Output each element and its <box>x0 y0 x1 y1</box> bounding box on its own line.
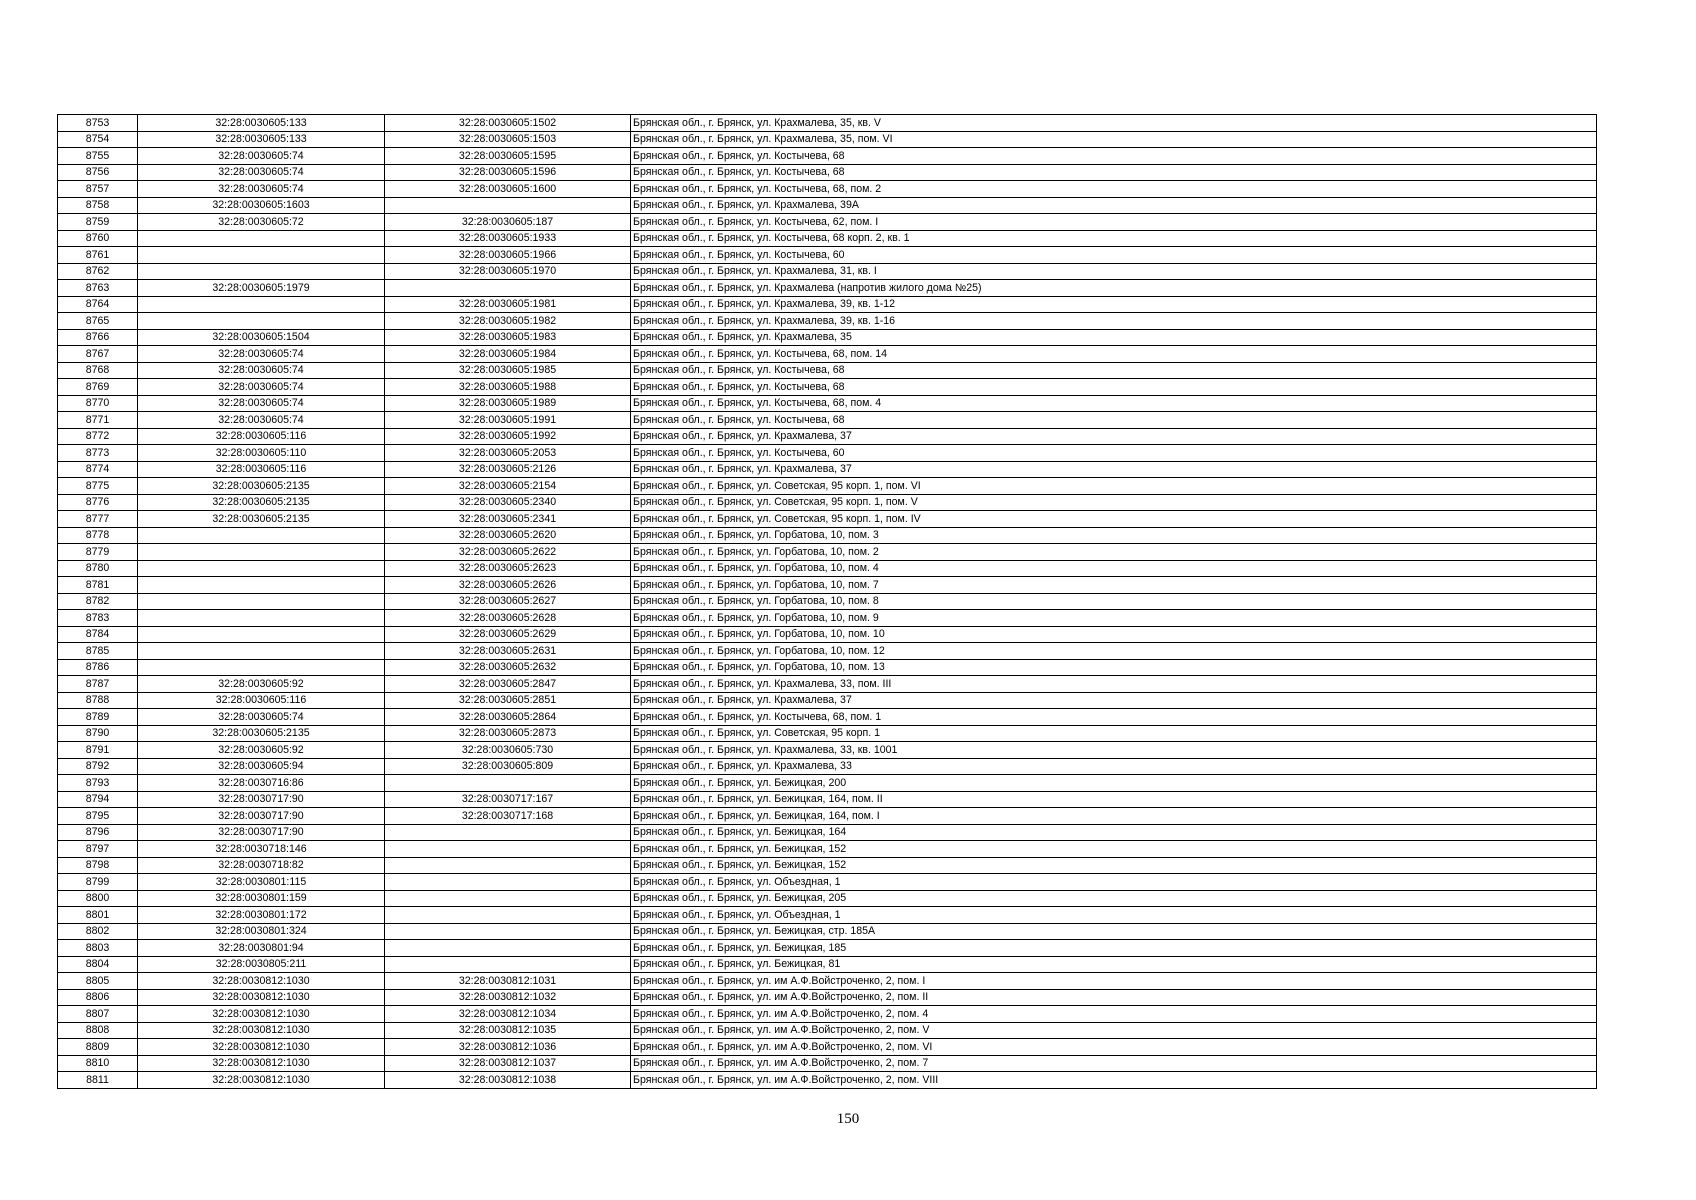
table-row <box>58 461 1597 478</box>
address-cell: Брянская обл., г. Брянск, ул. Костычева, 68, пом. 4 <box>631 395 1597 412</box>
cadastral-number-cell: 32:28:0030605:2341 <box>385 511 631 528</box>
row-number-cell: 8768 <box>58 362 138 379</box>
table-row <box>58 362 1597 379</box>
parent-cadastral-cell: 32:28:0030801:115 <box>138 874 385 891</box>
parent-cadastral-cell <box>138 544 385 561</box>
row-number-cell: 8759 <box>58 214 138 231</box>
table-row <box>58 115 1597 132</box>
address-cell: Брянская обл., г. Брянск, ул. Костычева, 68 <box>631 379 1597 396</box>
cadastral-number-cell: 32:28:0030605:1970 <box>385 263 631 280</box>
row-number-cell: 8788 <box>58 692 138 709</box>
parent-cadastral-cell: 32:28:0030717:90 <box>138 791 385 808</box>
row-number-cell: 8772 <box>58 428 138 445</box>
table-row <box>58 940 1597 957</box>
cadastral-number-cell: 32:28:0030605:2053 <box>385 445 631 462</box>
parent-cadastral-cell: 32:28:0030605:2135 <box>138 478 385 495</box>
row-number-cell: 8762 <box>58 263 138 280</box>
row-number-cell: 8789 <box>58 709 138 726</box>
address-cell: Брянская обл., г. Брянск, ул. Бежицкая, 200 <box>631 775 1597 792</box>
row-number-cell: 8777 <box>58 511 138 528</box>
address-cell: Брянская обл., г. Брянск, ул. Крахмалева, 39, кв. 1-16 <box>631 313 1597 330</box>
cadastral-number-cell: 32:28:0030812:1034 <box>385 1006 631 1023</box>
address-cell: Брянская обл., г. Брянск, ул. Крахмалева, 37 <box>631 461 1597 478</box>
cadastral-number-cell: 32:28:0030605:1989 <box>385 395 631 412</box>
address-cell: Брянская обл., г. Брянск, ул. Костычева, 60 <box>631 445 1597 462</box>
address-cell: Брянская обл., г. Брянск, ул. Крахмалева, 33, кв. 1001 <box>631 742 1597 759</box>
table-row <box>58 676 1597 693</box>
cadastral-number-cell: 32:28:0030812:1031 <box>385 973 631 990</box>
cadastral-number-cell: 32:28:0030717:167 <box>385 791 631 808</box>
parent-cadastral-cell: 32:28:0030801:324 <box>138 923 385 940</box>
row-number-cell: 8786 <box>58 659 138 676</box>
row-number-cell: 8776 <box>58 494 138 511</box>
cadastral-number-cell: 32:28:0030605:2340 <box>385 494 631 511</box>
table-row <box>58 857 1597 874</box>
row-number-cell: 8797 <box>58 841 138 858</box>
parent-cadastral-cell <box>138 560 385 577</box>
table-row <box>58 263 1597 280</box>
row-number-cell: 8763 <box>58 280 138 297</box>
address-cell: Брянская обл., г. Брянск, ул. Крахмалева, 37 <box>631 692 1597 709</box>
address-cell: Брянская обл., г. Брянск, ул. Крахмалева, 31, кв. I <box>631 263 1597 280</box>
row-number-cell: 8809 <box>58 1039 138 1056</box>
row-number-cell: 8811 <box>58 1072 138 1089</box>
address-cell: Брянская обл., г. Брянск, ул. Советская, 95 корп. 1, пом. IV <box>631 511 1597 528</box>
address-cell: Брянская обл., г. Брянск, ул. Крахмалева, 39А <box>631 197 1597 214</box>
parent-cadastral-cell <box>138 593 385 610</box>
cadastral-number-cell <box>385 824 631 841</box>
table-row <box>58 610 1597 627</box>
row-number-cell: 8754 <box>58 131 138 148</box>
table-row <box>58 626 1597 643</box>
table-row <box>58 956 1597 973</box>
cadastral-number-cell <box>385 923 631 940</box>
parent-cadastral-cell: 32:28:0030605:133 <box>138 115 385 132</box>
cadastral-number-cell: 32:28:0030605:730 <box>385 742 631 759</box>
address-cell: Брянская обл., г. Брянск, ул. Бежицкая, 164 <box>631 824 1597 841</box>
cadastral-number-cell: 32:28:0030605:2623 <box>385 560 631 577</box>
parent-cadastral-cell: 32:28:0030605:2135 <box>138 725 385 742</box>
cadastral-number-cell: 32:28:0030605:2632 <box>385 659 631 676</box>
row-number-cell: 8770 <box>58 395 138 412</box>
cadastral-number-cell: 32:28:0030605:1966 <box>385 247 631 264</box>
cadastral-number-cell: 32:28:0030812:1035 <box>385 1022 631 1039</box>
parent-cadastral-cell: 32:28:0030605:74 <box>138 412 385 429</box>
address-cell: Брянская обл., г. Брянск, ул. Бежицкая, 152 <box>631 857 1597 874</box>
address-cell: Брянская обл., г. Брянск, ул. Горбатова, 10, пом. 2 <box>631 544 1597 561</box>
row-number-cell: 8782 <box>58 593 138 610</box>
parent-cadastral-cell: 32:28:0030718:146 <box>138 841 385 858</box>
table-row <box>58 247 1597 264</box>
cadastral-number-cell <box>385 874 631 891</box>
row-number-cell: 8753 <box>58 115 138 132</box>
parent-cadastral-cell: 32:28:0030605:2135 <box>138 511 385 528</box>
parent-cadastral-cell: 32:28:0030605:94 <box>138 758 385 775</box>
row-number-cell: 8771 <box>58 412 138 429</box>
parent-cadastral-cell: 32:28:0030812:1030 <box>138 1022 385 1039</box>
address-cell: Брянская обл., г. Брянск, ул. Объездная, 1 <box>631 874 1597 891</box>
cadastral-number-cell <box>385 890 631 907</box>
table-row <box>58 659 1597 676</box>
row-number-cell: 8793 <box>58 775 138 792</box>
parent-cadastral-cell <box>138 577 385 594</box>
cadastral-number-cell: 32:28:0030605:1982 <box>385 313 631 330</box>
parent-cadastral-cell <box>138 659 385 676</box>
address-cell: Брянская обл., г. Брянск, ул. Горбатова, 10, пом. 13 <box>631 659 1597 676</box>
row-number-cell: 8785 <box>58 643 138 660</box>
table-row <box>58 923 1597 940</box>
cadastral-number-cell: 32:28:0030605:187 <box>385 214 631 231</box>
table-row <box>58 511 1597 528</box>
table-row <box>58 428 1597 445</box>
row-number-cell: 8757 <box>58 181 138 198</box>
cadastral-number-cell: 32:28:0030812:1032 <box>385 989 631 1006</box>
parent-cadastral-cell: 32:28:0030605:110 <box>138 445 385 462</box>
parent-cadastral-cell <box>138 527 385 544</box>
registry-table-body <box>58 115 1597 1089</box>
table-row <box>58 346 1597 363</box>
page-number: 150 <box>836 1111 860 1127</box>
cadastral-number-cell: 32:28:0030812:1036 <box>385 1039 631 1056</box>
row-number-cell: 8783 <box>58 610 138 627</box>
cadastral-number-cell: 32:28:0030605:2126 <box>385 461 631 478</box>
cadastral-number-cell: 32:28:0030605:2851 <box>385 692 631 709</box>
cadastral-number-cell: 32:28:0030605:2154 <box>385 478 631 495</box>
address-cell: Брянская обл., г. Брянск, ул. Бежицкая, 205 <box>631 890 1597 907</box>
cadastral-number-cell <box>385 907 631 924</box>
address-cell: Брянская обл., г. Брянск, ул. Крахмалева, 33, пом. III <box>631 676 1597 693</box>
address-cell: Брянская обл., г. Брянск, ул. Костычева, 62, пом. I <box>631 214 1597 231</box>
parent-cadastral-cell: 32:28:0030801:94 <box>138 940 385 957</box>
table-row <box>58 296 1597 313</box>
parent-cadastral-cell: 32:28:0030605:133 <box>138 131 385 148</box>
address-cell: Брянская обл., г. Брянск, ул. Костычева, 60 <box>631 247 1597 264</box>
table-row <box>58 775 1597 792</box>
row-number-cell: 8807 <box>58 1006 138 1023</box>
row-number-cell: 8778 <box>58 527 138 544</box>
table-row <box>58 907 1597 924</box>
address-cell: Брянская обл., г. Брянск, ул. Костычева, 68 <box>631 164 1597 181</box>
parent-cadastral-cell: 32:28:0030812:1030 <box>138 1039 385 1056</box>
address-cell: Брянская обл., г. Брянск, ул. Крахмалева, 39, кв. 1-12 <box>631 296 1597 313</box>
parent-cadastral-cell: 32:28:0030605:74 <box>138 709 385 726</box>
row-number-cell: 8787 <box>58 676 138 693</box>
address-cell: Брянская обл., г. Брянск, ул. Бежицкая, стр. 185А <box>631 923 1597 940</box>
parent-cadastral-cell: 32:28:0030605:74 <box>138 164 385 181</box>
address-cell: Брянская обл., г. Брянск, ул. им А.Ф.Войстроченко, 2, пом. 4 <box>631 1006 1597 1023</box>
cadastral-number-cell <box>385 280 631 297</box>
address-cell: Брянская обл., г. Брянск, ул. Горбатова, 10, пом. 10 <box>631 626 1597 643</box>
parent-cadastral-cell: 32:28:0030718:82 <box>138 857 385 874</box>
parent-cadastral-cell <box>138 643 385 660</box>
row-number-cell: 8758 <box>58 197 138 214</box>
parent-cadastral-cell <box>138 263 385 280</box>
address-cell: Брянская обл., г. Брянск, ул. им А.Ф.Войстроченко, 2, пом. V <box>631 1022 1597 1039</box>
cadastral-number-cell: 32:28:0030605:2628 <box>385 610 631 627</box>
table-row <box>58 742 1597 759</box>
row-number-cell: 8795 <box>58 808 138 825</box>
parent-cadastral-cell: 32:28:0030716:86 <box>138 775 385 792</box>
table-row <box>58 643 1597 660</box>
table-row <box>58 544 1597 561</box>
row-number-cell: 8760 <box>58 230 138 247</box>
table-row <box>58 181 1597 198</box>
parent-cadastral-cell: 32:28:0030605:92 <box>138 676 385 693</box>
address-cell: Брянская обл., г. Брянск, ул. Костычева, 68 корп. 2, кв. 1 <box>631 230 1597 247</box>
parent-cadastral-cell: 32:28:0030605:74 <box>138 395 385 412</box>
address-cell: Брянская обл., г. Брянск, ул. Бежицкая, 152 <box>631 841 1597 858</box>
parent-cadastral-cell: 32:28:0030717:90 <box>138 808 385 825</box>
cadastral-number-cell: 32:28:0030605:2622 <box>385 544 631 561</box>
address-cell: Брянская обл., г. Брянск, ул. Горбатова, 10, пом. 8 <box>631 593 1597 610</box>
table-row <box>58 214 1597 231</box>
cadastral-number-cell: 32:28:0030605:1981 <box>385 296 631 313</box>
address-cell: Брянская обл., г. Брянск, ул. Крахмалева, 35, пом. VI <box>631 131 1597 148</box>
table-row <box>58 164 1597 181</box>
table-row <box>58 527 1597 544</box>
row-number-cell: 8775 <box>58 478 138 495</box>
address-cell: Брянская обл., г. Брянск, ул. Костычева, 68, пом. 14 <box>631 346 1597 363</box>
parent-cadastral-cell: 32:28:0030605:1979 <box>138 280 385 297</box>
table-row <box>58 725 1597 742</box>
parent-cadastral-cell: 32:28:0030605:74 <box>138 379 385 396</box>
table-row <box>58 560 1597 577</box>
cadastral-number-cell: 32:28:0030605:2629 <box>385 626 631 643</box>
address-cell: Брянская обл., г. Брянск, ул. Костычева, 68 <box>631 412 1597 429</box>
row-number-cell: 8781 <box>58 577 138 594</box>
row-number-cell: 8765 <box>58 313 138 330</box>
cadastral-number-cell: 32:28:0030605:1600 <box>385 181 631 198</box>
address-cell: Брянская обл., г. Брянск, ул. им А.Ф.Войстроченко, 2, пом. VIII <box>631 1072 1597 1089</box>
address-cell: Брянская обл., г. Брянск, ул. Костычева, 68 <box>631 362 1597 379</box>
parent-cadastral-cell: 32:28:0030605:72 <box>138 214 385 231</box>
cadastral-number-cell: 32:28:0030812:1037 <box>385 1055 631 1072</box>
cadastral-number-cell: 32:28:0030605:1984 <box>385 346 631 363</box>
row-number-cell: 8803 <box>58 940 138 957</box>
cadastral-number-cell: 32:28:0030717:168 <box>385 808 631 825</box>
row-number-cell: 8773 <box>58 445 138 462</box>
cadastral-number-cell: 32:28:0030605:1933 <box>385 230 631 247</box>
address-cell: Брянская обл., г. Брянск, ул. Костычева, 68, пом. 1 <box>631 709 1597 726</box>
cadastral-number-cell: 32:28:0030605:1596 <box>385 164 631 181</box>
row-number-cell: 8790 <box>58 725 138 742</box>
parent-cadastral-cell: 32:28:0030812:1030 <box>138 1006 385 1023</box>
address-cell: Брянская обл., г. Брянск, ул. Крахмалева, 37 <box>631 428 1597 445</box>
row-number-cell: 8769 <box>58 379 138 396</box>
row-number-cell: 8804 <box>58 956 138 973</box>
table-row <box>58 841 1597 858</box>
parent-cadastral-cell <box>138 313 385 330</box>
table-row <box>58 1039 1597 1056</box>
address-cell: Брянская обл., г. Брянск, ул. Советская, 95 корп. 1, пом. VI <box>631 478 1597 495</box>
cadastral-number-cell <box>385 197 631 214</box>
parent-cadastral-cell <box>138 296 385 313</box>
row-number-cell: 8808 <box>58 1022 138 1039</box>
row-number-cell: 8756 <box>58 164 138 181</box>
cadastral-number-cell <box>385 841 631 858</box>
cadastral-number-cell: 32:28:0030812:1038 <box>385 1072 631 1089</box>
table-row <box>58 1006 1597 1023</box>
table-row <box>58 1055 1597 1072</box>
row-number-cell: 8791 <box>58 742 138 759</box>
row-number-cell: 8792 <box>58 758 138 775</box>
row-number-cell: 8767 <box>58 346 138 363</box>
cadastral-number-cell: 32:28:0030605:1595 <box>385 148 631 165</box>
row-number-cell: 8802 <box>58 923 138 940</box>
cadastral-number-cell: 32:28:0030605:809 <box>385 758 631 775</box>
row-number-cell: 8800 <box>58 890 138 907</box>
table-row <box>58 478 1597 495</box>
table-row <box>58 808 1597 825</box>
parent-cadastral-cell: 32:28:0030605:74 <box>138 362 385 379</box>
table-row <box>58 709 1597 726</box>
parent-cadastral-cell: 32:28:0030805:211 <box>138 956 385 973</box>
address-cell: Брянская обл., г. Брянск, ул. Бежицкая, 164, пом. II <box>631 791 1597 808</box>
address-cell: Брянская обл., г. Брянск, ул. Советская, 95 корп. 1, пом. V <box>631 494 1597 511</box>
cadastral-number-cell: 32:28:0030605:2873 <box>385 725 631 742</box>
table-row <box>58 280 1597 297</box>
cadastral-number-cell: 32:28:0030605:1988 <box>385 379 631 396</box>
cadastral-number-cell: 32:28:0030605:1985 <box>385 362 631 379</box>
table-row <box>58 412 1597 429</box>
parent-cadastral-cell: 32:28:0030812:1030 <box>138 1072 385 1089</box>
cadastral-number-cell: 32:28:0030605:2626 <box>385 577 631 594</box>
row-number-cell: 8755 <box>58 148 138 165</box>
cadastral-number-cell: 32:28:0030605:1503 <box>385 131 631 148</box>
parent-cadastral-cell: 32:28:0030605:74 <box>138 346 385 363</box>
row-number-cell: 8806 <box>58 989 138 1006</box>
address-cell: Брянская обл., г. Брянск, ул. Горбатова, 10, пом. 4 <box>631 560 1597 577</box>
address-cell: Брянская обл., г. Брянск, ул. Костычева, 68, пом. 2 <box>631 181 1597 198</box>
cadastral-number-cell: 32:28:0030605:2631 <box>385 643 631 660</box>
table-row <box>58 989 1597 1006</box>
cadastral-number-cell <box>385 857 631 874</box>
row-number-cell: 8780 <box>58 560 138 577</box>
table-row <box>58 379 1597 396</box>
parent-cadastral-cell <box>138 626 385 643</box>
cadastral-number-cell: 32:28:0030605:2627 <box>385 593 631 610</box>
row-number-cell: 8779 <box>58 544 138 561</box>
row-number-cell: 8801 <box>58 907 138 924</box>
row-number-cell: 8784 <box>58 626 138 643</box>
cadastral-number-cell <box>385 940 631 957</box>
table-row <box>58 791 1597 808</box>
row-number-cell: 8761 <box>58 247 138 264</box>
cadastral-number-cell: 32:28:0030605:1992 <box>385 428 631 445</box>
table-row <box>58 593 1597 610</box>
address-cell: Брянская обл., г. Брянск, ул. Крахмалева, 33 <box>631 758 1597 775</box>
address-cell: Брянская обл., г. Брянск, ул. Бежицкая, 164, пом. I <box>631 808 1597 825</box>
parent-cadastral-cell <box>138 247 385 264</box>
parent-cadastral-cell: 32:28:0030605:74 <box>138 148 385 165</box>
parent-cadastral-cell <box>138 610 385 627</box>
row-number-cell: 8796 <box>58 824 138 841</box>
table-row <box>58 445 1597 462</box>
table-row <box>58 758 1597 775</box>
row-number-cell: 8798 <box>58 857 138 874</box>
cadastral-number-cell <box>385 956 631 973</box>
cadastral-number-cell: 32:28:0030605:2620 <box>385 527 631 544</box>
parent-cadastral-cell: 32:28:0030605:92 <box>138 742 385 759</box>
parent-cadastral-cell: 32:28:0030605:116 <box>138 692 385 709</box>
row-number-cell: 8794 <box>58 791 138 808</box>
cadastral-number-cell: 32:28:0030605:2864 <box>385 709 631 726</box>
address-cell: Брянская обл., г. Брянск, ул. Горбатова, 10, пом. 12 <box>631 643 1597 660</box>
address-cell: Брянская обл., г. Брянск, ул. Объездная, 1 <box>631 907 1597 924</box>
table-row <box>58 230 1597 247</box>
address-cell: Брянская обл., г. Брянск, ул. Советская, 95 корп. 1 <box>631 725 1597 742</box>
table-row <box>58 313 1597 330</box>
row-number-cell: 8805 <box>58 973 138 990</box>
address-cell: Брянская обл., г. Брянск, ул. Крахмалева, 35, кв. V <box>631 115 1597 132</box>
address-cell: Брянская обл., г. Брянск, ул. им А.Ф.Войстроченко, 2, пом. II <box>631 989 1597 1006</box>
address-cell: Брянская обл., г. Брянск, ул. Бежицкая, 81 <box>631 956 1597 973</box>
cadastral-number-cell: 32:28:0030605:1502 <box>385 115 631 132</box>
address-cell: Брянская обл., г. Брянск, ул. Крахмалева, 35 <box>631 329 1597 346</box>
address-cell: Брянская обл., г. Брянск, ул. им А.Ф.Войстроченко, 2, пом. 7 <box>631 1055 1597 1072</box>
cadastral-number-cell: 32:28:0030605:2847 <box>385 676 631 693</box>
parent-cadastral-cell: 32:28:0030605:74 <box>138 181 385 198</box>
address-cell: Брянская обл., г. Брянск, ул. Костычева, 68 <box>631 148 1597 165</box>
table-row <box>58 197 1597 214</box>
table-row <box>58 148 1597 165</box>
parent-cadastral-cell: 32:28:0030605:116 <box>138 461 385 478</box>
table-row <box>58 1022 1597 1039</box>
address-cell: Брянская обл., г. Брянск, ул. Горбатова, 10, пом. 3 <box>631 527 1597 544</box>
address-cell: Брянская обл., г. Брянск, ул. им А.Ф.Войстроченко, 2, пом. I <box>631 973 1597 990</box>
table-row <box>58 874 1597 891</box>
parent-cadastral-cell: 32:28:0030605:1504 <box>138 329 385 346</box>
row-number-cell: 8774 <box>58 461 138 478</box>
address-cell: Брянская обл., г. Брянск, ул. Горбатова, 10, пом. 9 <box>631 610 1597 627</box>
table-row <box>58 1072 1597 1089</box>
cadastral-number-cell <box>385 775 631 792</box>
table-row <box>58 890 1597 907</box>
parent-cadastral-cell: 32:28:0030812:1030 <box>138 1055 385 1072</box>
row-number-cell: 8764 <box>58 296 138 313</box>
table-row <box>58 395 1597 412</box>
registry-table <box>57 114 1597 1089</box>
table-row <box>58 973 1597 990</box>
parent-cadastral-cell: 32:28:0030605:1603 <box>138 197 385 214</box>
cadastral-number-cell: 32:28:0030605:1983 <box>385 329 631 346</box>
parent-cadastral-cell <box>138 230 385 247</box>
row-number-cell: 8766 <box>58 329 138 346</box>
table-row <box>58 577 1597 594</box>
address-cell: Брянская обл., г. Брянск, ул. Горбатова, 10, пом. 7 <box>631 577 1597 594</box>
row-number-cell: 8810 <box>58 1055 138 1072</box>
table-row <box>58 824 1597 841</box>
table-row <box>58 494 1597 511</box>
parent-cadastral-cell: 32:28:0030605:116 <box>138 428 385 445</box>
parent-cadastral-cell: 32:28:0030801:159 <box>138 890 385 907</box>
address-cell: Брянская обл., г. Брянск, ул. им А.Ф.Войстроченко, 2, пом. VI <box>631 1039 1597 1056</box>
table-row <box>58 692 1597 709</box>
parent-cadastral-cell: 32:28:0030812:1030 <box>138 973 385 990</box>
parent-cadastral-cell: 32:28:0030812:1030 <box>138 989 385 1006</box>
parent-cadastral-cell: 32:28:0030801:172 <box>138 907 385 924</box>
parent-cadastral-cell: 32:28:0030717:90 <box>138 824 385 841</box>
row-number-cell: 8799 <box>58 874 138 891</box>
table-row <box>58 329 1597 346</box>
cadastral-number-cell: 32:28:0030605:1991 <box>385 412 631 429</box>
address-cell: Брянская обл., г. Брянск, ул. Бежицкая, 185 <box>631 940 1597 957</box>
address-cell: Брянская обл., г. Брянск, ул. Крахмалева (напротив жилого дома №25) <box>631 280 1597 297</box>
table-row <box>58 131 1597 148</box>
parent-cadastral-cell: 32:28:0030605:2135 <box>138 494 385 511</box>
